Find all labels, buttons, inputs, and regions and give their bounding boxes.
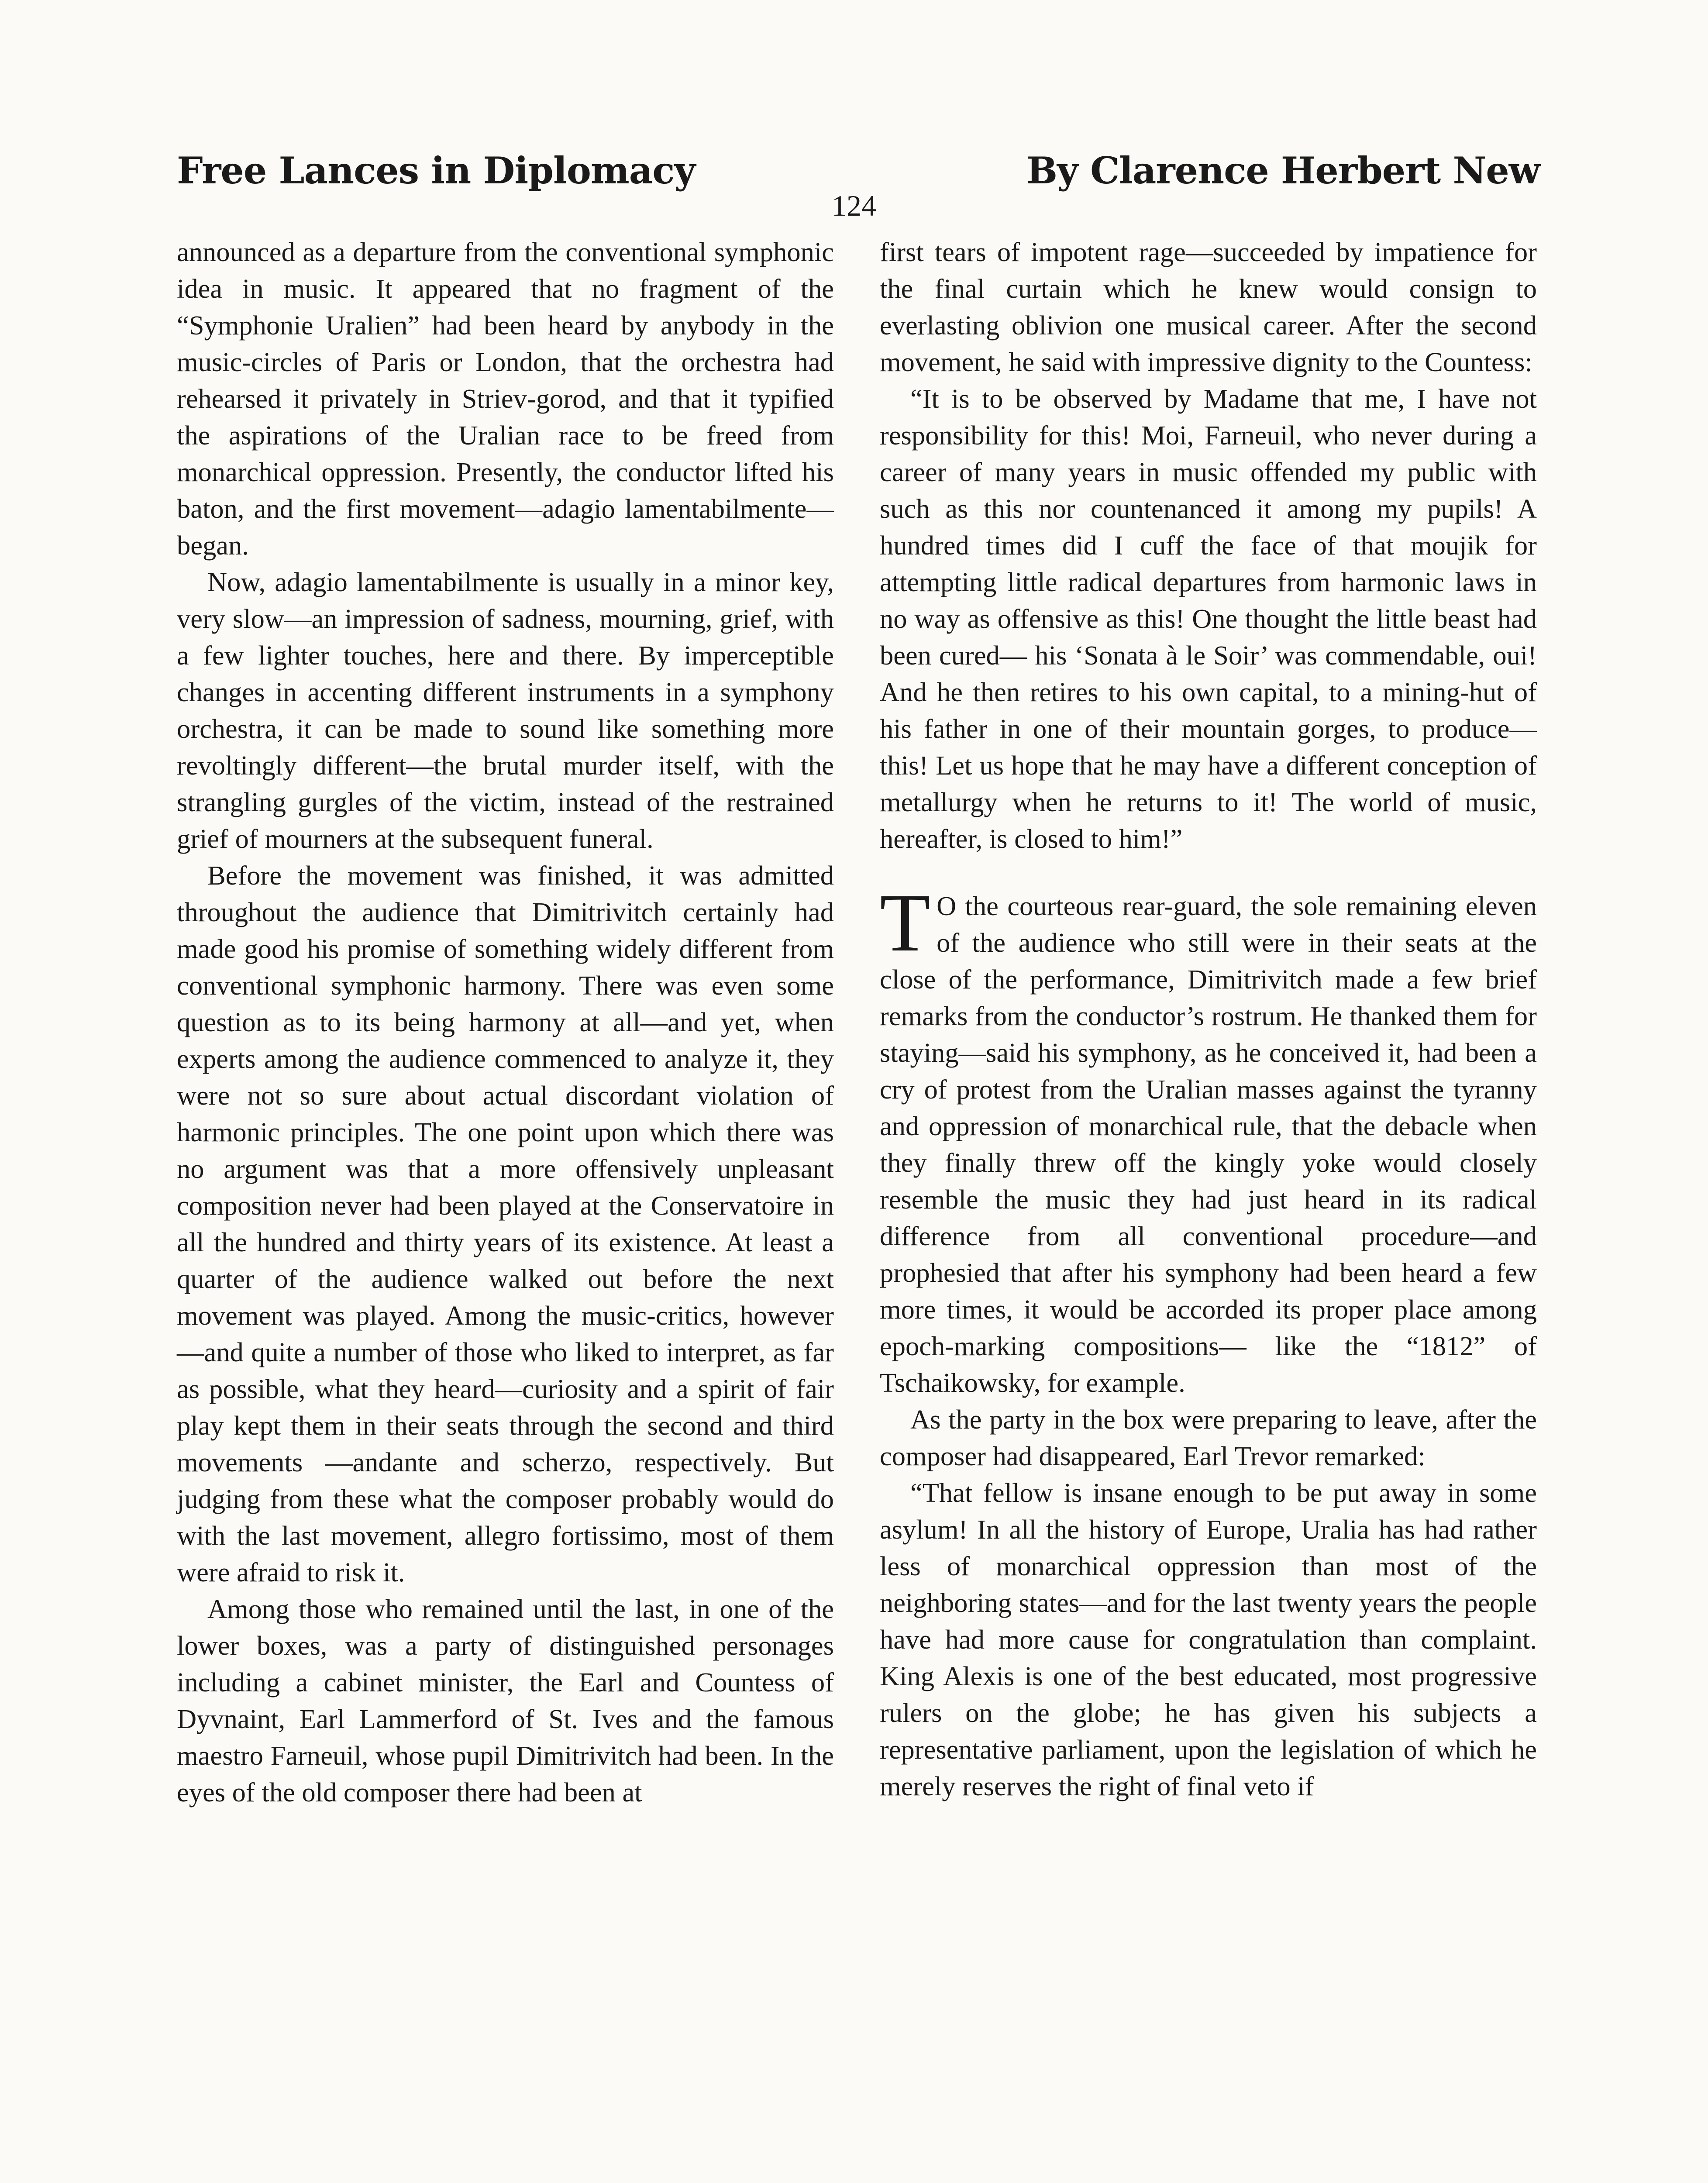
section-break	[880, 857, 1537, 888]
header-author: By Clarence Herbert New	[1026, 148, 1540, 192]
section-opening-text: O the courteous rear-guard, the sole remaining eleven of the audience who still were in their seats at the close of the performance, Dimitrivitch made a few brief remarks from the conductor’s rostrum. He thanked them for staying—said his symphony, as he conceived it, had been a cry of protest from the Uralian masses against the tyranny and oppression of monarchical rule, that the debacle when they finally threw off the kingly yoke would closely resemble the music they had just heard in its radical difference from all conventional procedure—and prophesied that after his symphony had been heard a few more times, it would be accorded its proper place among epoch-marking compositions— like the “1812” of Tschaikowsky, for example.	[880, 891, 1537, 1398]
paragraph: first tears of impotent rage—succeeded by impatience for the final curtain which he knew would consign to everlasting oblivion one musical career. After the second movement, he said with impressive dignity to the Countess:	[880, 237, 1537, 377]
section-opening-paragraph	[880, 877, 1537, 1401]
header-title: Free Lances in Diplomacy	[177, 148, 696, 192]
paragraph: “That fellow is insane enough to be put away in some asylum! In all the history of Europe, Uralia has had rather less of monarchical oppression than most of the neighboring states—and for the last twenty years the people have had more cause for congratulation than complaint. King Alexis is one of the best educated, most progressive rulers on the globe; he has given his subjects a representative parliament, upon the legislation of which he merely reserves the right of final veto if	[880, 1477, 1537, 1801]
paragraph: Among those who remained until the last, in one of the lower boxes, was a party of distinguished personages including a cabinet minister, the Earl and Countess of Dyvnaint, Earl Lammerford of St. Ives and the famous maestro Farneuil, whose pupil Dimitrivitch had been. In the eyes of the old composer there had been at	[177, 1594, 834, 1808]
page-number: 124	[832, 189, 876, 222]
right-column	[880, 234, 1537, 1804]
paragraph: As the party in the box were preparing to leave, after the composer had disappeared, Earl Trevor remarked:	[880, 1404, 1537, 1471]
left-column	[177, 234, 834, 1811]
paragraph: Now, adagio lamentabilmente is usually in a minor key, very slow—an impression of sadness, mourning, grief, with a few lighter touches, here and there. By imperceptible changes in accenting different instruments in a symphony orchestra, it can be made to sound like something more revoltingly different—the brutal murder itself, with the strangling gurgles of the victim, instead of the restrained grief of mourners at the subsequent funeral.	[177, 567, 834, 854]
paragraph: announced as a departure from the conventional symphonic idea in music. It appeared that no fragment of the “Symphonie Uralien” had been heard by anybody in the music-circles of Paris or London, that the orchestra had rehearsed it privately in Striev-gorod, and that it typified the aspirations of the Uralian race to be freed from monarchical oppression. Presently, the conductor lifted his baton, and the first movement—adagio lamentabilmente—began.	[177, 237, 834, 561]
paragraph: Before the movement was finished, it was admitted throughout the audience that Dimitrivitch certainly had made good his promise of something widely different from conventional symphonic harmony. There was even some question as to its being harmony at all—and yet, when experts among the audience commenced to analyze it, they were not so sure about actual discordant violation of harmonic principles. The one point upon which there was no argument was that a more offensively unpleasant composition never had been played at the Conservatoire in all the hundred and thirty years of its existence. At least a quarter of the audience walked out before the next movement was played. Among the music-critics, however—and quite a number of those who liked to interpret, as far as possible, what they heard—curiosity and a spirit of fair play kept them in their seats through the second and third movements —andante and scherzo, respectively. But judging from these what the composer probably would do with the last movement, allegro fortissimo, most of them were afraid to risk it.	[177, 860, 834, 1587]
paragraph: “It is to be observed by Madame that me, I have not responsibility for this! Moi, Farneuil, who never during a career of many years in music offended my public with such as this nor countenanced it among my pupils! A hundred times did I cuff the face of that moujik for attempting little radical departures from harmonic laws in no way as offensive as this! One thought the little beast had been cured— his ‘Sonata à le Soir’ was commendable, oui! And he then retires to his own capital, to a mining-hut of his father in one of their mountain gorges, to produce—this! Let us hope that he may have a different conception of metallurgy when he returns to it! The world of music, hereafter, is closed to him!”	[880, 383, 1537, 854]
drop-cap: T	[880, 877, 931, 969]
